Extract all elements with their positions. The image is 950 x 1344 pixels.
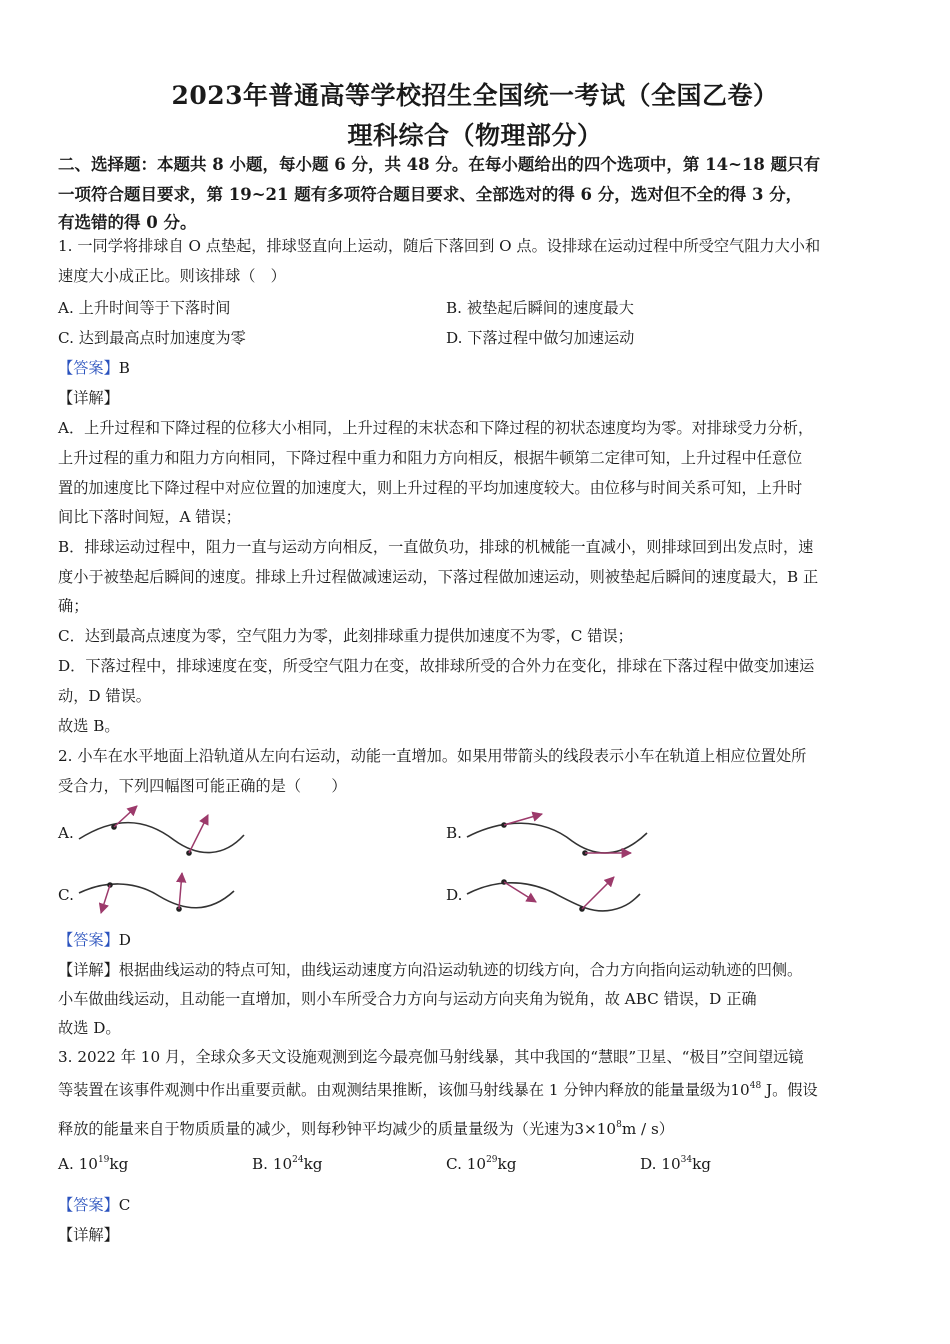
energy-value <box>730 1081 772 1099</box>
q1-detail-4: 间比下落时间短，A 错误； <box>58 508 241 526</box>
exam-title: 2023年普通高等学校招生全国统一考试（全国乙卷） <box>171 81 779 110</box>
q1-detail-9: D．下落过程中，排球速度在变，所受空气阻力在变，故排球所受的合外力在变化，排球在下落过程中做变加速运 <box>58 657 815 675</box>
q2-detail-2: 小车做曲线运动，且动能一直增加，则小车所受合力方向与运动方向夹角为锐角，故 ABC 错误，D 正确 <box>58 990 757 1008</box>
q1-detail-tag: 【详解】 <box>58 389 119 407</box>
section-instruction-2: 一项符合题目要求，第 19~21 题有多项符合题目要求、全部选对的得 6 分，选对但不全的得 3 分， <box>58 185 803 204</box>
light-speed-value <box>574 1120 658 1138</box>
light-speed-exponent: 8 <box>616 1120 622 1130</box>
q1-detail-7: 确； <box>58 597 89 615</box>
q3-stem-3b: ） <box>658 1120 674 1138</box>
force-arrow <box>189 815 208 853</box>
energy-exponent: 48 <box>749 1081 762 1091</box>
force-arrow <box>101 885 110 913</box>
force-arrow <box>582 877 614 909</box>
q2-answer <box>58 929 898 950</box>
q1-detail-8: C．达到最高点速度为零，空气阻力为零，此刻排球重力提供加速度不为零，C 错误； <box>58 627 633 645</box>
exam-subtitle: 理科综合（物理部分） <box>347 121 603 150</box>
q3-stem-2a: 等装置在该事件观测中作出重要贡献。由观测结果推断，该伽马射线暴在 1 分钟内释放的能量量级为 <box>58 1081 731 1099</box>
q1-option-b: B. 被垫起后瞬间的速度最大 <box>446 299 634 317</box>
q2-stem-line1: 2. 小车在水平地面上沿轨道从左向右运动，动能一直增加。如果用带箭头的线段表示小车在轨道上相应位置处所 <box>58 747 807 765</box>
q1-answer <box>58 357 898 378</box>
q2-figure-d-label: D. <box>446 886 463 904</box>
q3-answer <box>58 1194 898 1215</box>
energy-unit: J <box>766 1081 773 1099</box>
q1-detail-3: 置的加速度比下降过程中对应位置的加速度大，则上升过程的平均加速度较大。由位移与时间关系可知，上升时 <box>58 479 803 497</box>
q2-detail-3: 故选 D。 <box>58 1019 121 1037</box>
q3-stem-line2 <box>58 1079 898 1100</box>
answer-tag: 【答案】 <box>58 931 119 949</box>
q1-detail-6: 度小于被垫起后瞬间的速度。排球上升过程做减速运动，下落过程做加速运动，则被垫起后瞬间的速度最大，B 正 <box>58 568 819 586</box>
q3-option-c: C. $10^{29}kg$ <box>446 1155 517 1173</box>
q3-option-b: B. $10^{24}kg$ <box>252 1155 323 1173</box>
q3-stem-2b: 。假设 <box>772 1081 818 1099</box>
q1-detail-1: A．上升过程和下降过程的位移大小相同，上升过程的末状态和下降过程的初状态速度均为零。对排球受力分析， <box>58 419 814 437</box>
q3-answer-value: C <box>118 1196 131 1214</box>
q2-figure-b <box>462 805 652 865</box>
track-curve <box>467 883 640 911</box>
q3-option-a: A. $10^{19}kg$ <box>58 1155 129 1173</box>
q2-figure-a <box>74 805 254 865</box>
q2-figure-a-label: A. <box>58 824 74 842</box>
q1-option-d: D. 下落过程中做匀加速运动 <box>446 329 635 347</box>
q2-answer-value: D <box>118 931 131 949</box>
answer-tag: 【答案】 <box>58 359 119 377</box>
section-instruction-1: 二、选择题：本题共 8 小题，每小题 6 分，共 48 分。在每小题给出的四个选项中，第 14~18 题只有 <box>58 155 821 174</box>
q2-figure-c-label: C. <box>58 886 74 904</box>
q2-detail-1 <box>58 959 898 980</box>
q3-stem-line1: 3. 2022 年 10 月，全球众多天文设施观测到迄今最亮伽马射线暴，其中我国的“慧眼”卫星、“极目”空间望远镜 <box>58 1048 804 1066</box>
force-arrow <box>179 873 182 909</box>
q3-option-d: D. $10^{34}kg$ <box>640 1155 712 1173</box>
answer-tag: 【答案】 <box>58 1196 119 1214</box>
energy-base: 10 <box>730 1081 750 1099</box>
force-arrow <box>114 806 137 827</box>
detail-tag: 【详解】 <box>58 961 119 979</box>
track-curve <box>79 823 244 853</box>
q2-figure-b-label: B. <box>446 824 462 842</box>
q3-stem-line3 <box>58 1118 898 1139</box>
q1-detail-2: 上升过程的重力和阻力方向相同，下降过程中重力和阻力方向相反，根据牛顿第二定律可知，上升过程中任意位 <box>58 449 803 467</box>
light-speed-unit: m / s <box>621 1120 659 1138</box>
q1-stem-line2: 速度大小成正比。则该排球（ ） <box>58 267 286 285</box>
q1-option-a: A. 上升时间等于下落时间 <box>58 299 231 317</box>
q1-detail-5: B．排球运动过程中，阻力一直与运动方向相反，一直做负功，排球的机械能一直减小，则排球回到出发点时，速 <box>58 538 814 556</box>
q3-stem-3a: 释放的能量来自于物质质量的减少，则每秒钟平均减少的质量量级为（光速为 <box>58 1120 575 1138</box>
q1-detail-11: 故选 B。 <box>58 717 120 735</box>
track-curve <box>467 823 647 853</box>
light-speed-base: 3×10 <box>574 1120 617 1138</box>
q1-answer-value: B <box>118 359 130 377</box>
q2-stem-line2: 受合力，下列四幅图可能正确的是（ ） <box>58 777 347 795</box>
q2-detail-text-1: 根据曲线运动的特点可知，曲线运动速度方向沿运动轨迹的切线方向，合力方向指向运动轨迹的凹侧。 <box>118 961 803 979</box>
q1-option-c: C. 达到最高点时加速度为零 <box>58 329 246 347</box>
q1-detail-10: 动，D 错误。 <box>58 687 151 705</box>
q2-figure-d <box>462 866 652 926</box>
q2-figure-c <box>74 866 244 926</box>
q3-detail-tag: 【详解】 <box>58 1226 119 1244</box>
section-instruction-3: 有选错的得 0 分。 <box>58 213 197 232</box>
q1-stem-line1: 1. 一同学将排球自 O 点垫起，排球竖直向上运动，随后下落回到 O 点。设排球在运动过程中所受空气阻力大小和 <box>58 237 821 255</box>
track-curve <box>79 884 234 908</box>
